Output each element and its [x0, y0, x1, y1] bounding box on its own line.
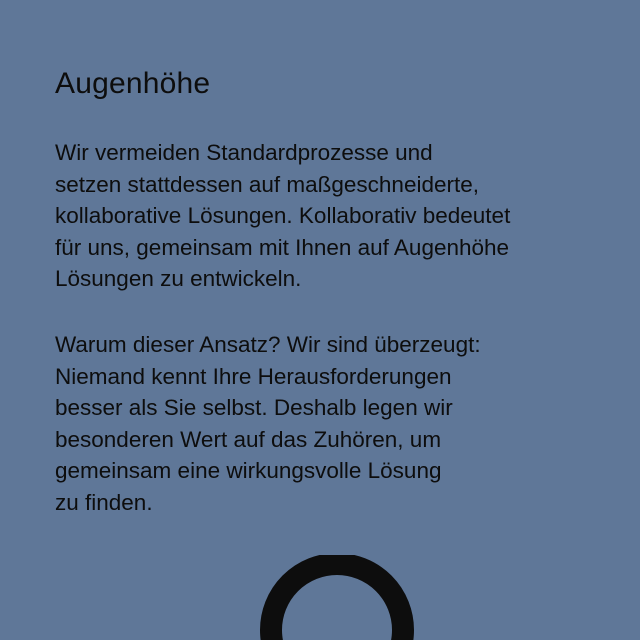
paragraph-line: Warum dieser Ansatz? Wir sind überzeugt:	[55, 332, 481, 357]
paragraph-line: Lösungen zu entwickeln.	[55, 266, 302, 292]
paragraph-approach	[55, 329, 481, 519]
paragraph-line: setzen stattdessen auf maßgeschneiderte,	[55, 171, 479, 197]
paragraph-line: kollaborative Lösungen. Kollaborativ bedeutet	[55, 203, 511, 229]
paragraph-line: Niemand kennt Ihre Herausforderungen	[55, 363, 452, 389]
page-title: Augenhöhe	[55, 67, 211, 100]
paragraph-line: zu finden.	[55, 489, 153, 515]
paragraph-line: besser als Sie selbst. Deshalb legen wir	[55, 395, 453, 421]
paragraph-intro	[55, 137, 510, 295]
paragraph-line: gemeinsam eine wirkungsvolle Lösung	[55, 458, 442, 484]
ring-circle	[271, 564, 403, 640]
paragraph-line: für uns, gemeinsam mit Ihnen auf Augenhöhe	[55, 234, 510, 260]
paragraph-line: besonderen Wert auf das Zuhören, um	[55, 426, 442, 452]
paragraph-line: Wir vermeiden Standardprozesse und	[55, 140, 433, 165]
ring-shape-icon	[260, 555, 415, 640]
